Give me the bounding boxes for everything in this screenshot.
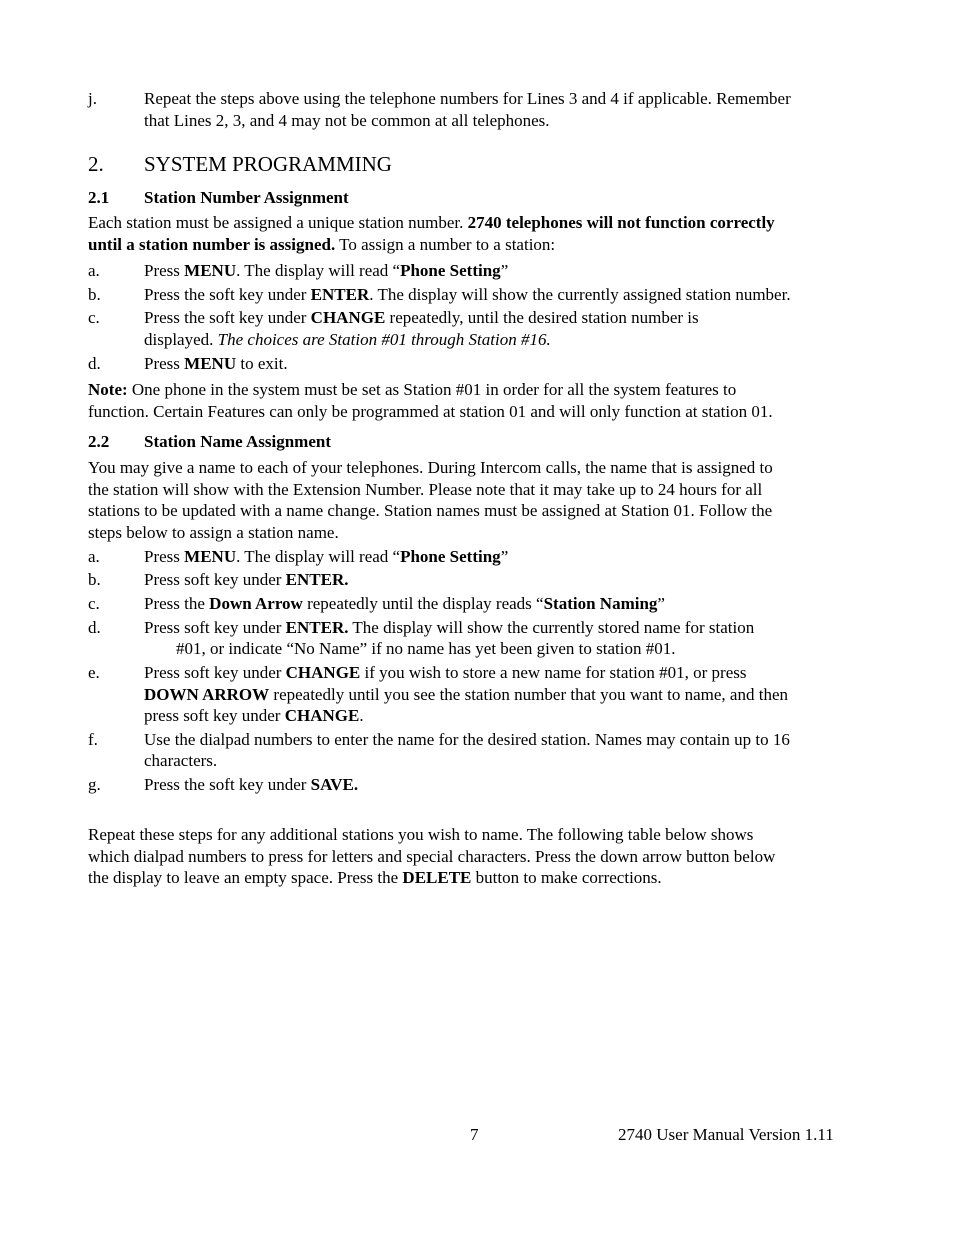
text: ” (657, 594, 665, 613)
bold-text: CHANGE (284, 706, 360, 725)
bold-text: SAVE. (310, 775, 359, 794)
bold-text: DELETE (402, 868, 472, 887)
s22-g-text (144, 774, 358, 796)
bold-text: Down Arrow (209, 594, 303, 613)
s21-note-line2: function. Certain Features can only be programmed at station 01 and will only function at station 01. (88, 402, 773, 421)
subsection-2-2-number: 2.2 (88, 432, 110, 451)
section-title: SYSTEM PROGRAMMING (144, 152, 392, 176)
item-j-line1: Repeat the steps above using the telephone numbers for Lines 3 and 4 if applicable. Remember (144, 89, 791, 108)
text: repeatedly, until the desired station number is (385, 308, 699, 327)
s22-a-label: a. (88, 547, 100, 566)
bold-text: Station Naming (543, 594, 658, 613)
s22-d-label: d. (88, 618, 101, 637)
s22-b-text (144, 569, 348, 591)
s21-intro-line1 (88, 212, 775, 234)
s22-c-label: c. (88, 594, 100, 613)
s21-c-label: c. (88, 308, 100, 327)
text: ” (500, 547, 509, 566)
bold-text: MENU (184, 261, 237, 280)
bold-text: MENU (184, 547, 237, 566)
text: Each station must be assigned a unique station number. (88, 213, 468, 232)
text: displayed. (144, 330, 218, 349)
bold-text: Phone Setting (400, 547, 501, 566)
text: press soft key under (144, 706, 285, 725)
text: To assign a number to a station: (335, 235, 556, 254)
s22-para-line2: the station will show with the Extension Number. Please note that it may take up to 24 hours for all (88, 480, 763, 499)
text: repeatedly until you see the station number that you want to name, and then (269, 685, 788, 704)
s21-note-line1 (88, 379, 736, 401)
text: Press (144, 547, 185, 566)
s22-para-line1: You may give a name to each of your telephones. During Intercom calls, the name that is assigned to (88, 458, 773, 477)
s22-para-line4: steps below to assign a station name. (88, 523, 339, 542)
bold-text: ENTER. (285, 618, 349, 637)
bold-text: CHANGE (285, 663, 361, 682)
text: button to make corrections. (471, 868, 662, 887)
s22-c-text (144, 593, 665, 615)
text: Press (144, 354, 185, 373)
s21-b-text (144, 284, 791, 306)
s21-intro-line2 (88, 234, 555, 256)
s21-a-label: a. (88, 261, 100, 280)
item-j-label: j. (88, 89, 97, 108)
bold-text: until a station number is assigned. (88, 235, 336, 254)
page-number: 7 (470, 1125, 479, 1144)
s21-b-label: b. (88, 285, 101, 304)
s21-c-text-line1 (144, 307, 699, 329)
text: repeatedly until the display reads “ (302, 594, 544, 613)
text: Press soft key under (144, 663, 286, 682)
text: . The display will read “ (236, 547, 401, 566)
s21-c-text-line2 (144, 329, 551, 351)
repeat-para-line1: Repeat these steps for any additional stations you wish to name. The following table below shows (88, 825, 754, 844)
s22-e-label: e. (88, 663, 100, 682)
s22-b-label: b. (88, 570, 101, 589)
manual-version: 2740 User Manual Version 1.11 (618, 1125, 834, 1144)
text: to exit. (236, 354, 288, 373)
text: ” (500, 261, 509, 280)
s21-a-text (144, 260, 508, 282)
s22-a-text (144, 546, 508, 568)
text: Press soft key under (144, 570, 286, 589)
text: if you wish to store a new name for station #01, or press (360, 663, 747, 682)
section-number: 2. (88, 152, 104, 176)
s21-d-label: d. (88, 354, 101, 373)
text: Press soft key under (144, 618, 286, 637)
bold-text: CHANGE (310, 308, 386, 327)
text: the display to leave an empty space. Press the (88, 868, 403, 887)
note-label: Note: (88, 380, 128, 399)
bold-text: ENTER (310, 285, 370, 304)
s22-d-text-line1 (144, 617, 754, 639)
s22-d-text-line2: #01, or indicate “No Name” if no name has yet been given to station #01. (176, 639, 676, 658)
text: Press the soft key under (144, 285, 311, 304)
repeat-para-line2: which dialpad numbers to press for letters and special characters. Press the down arrow button below (88, 847, 776, 866)
bold-text: 2740 telephones will not function correctly (467, 213, 775, 232)
subsection-2-1-number: 2.1 (88, 188, 110, 207)
text: . The display will read “ (236, 261, 401, 280)
subsection-2-2-title: Station Name Assignment (144, 432, 332, 451)
bold-text: ENTER. (285, 570, 349, 589)
s22-g-label: g. (88, 775, 101, 794)
text: Press the soft key under (144, 775, 311, 794)
text: One phone in the system must be set as Station #01 in order for all the system features to (127, 380, 737, 399)
text: . The display will show the currently assigned station number. (369, 285, 791, 304)
text: The display will show the currently stored name for station (348, 618, 755, 637)
item-j-line2: that Lines 2, 3, and 4 may not be common at all telephones. (144, 111, 550, 130)
s22-para-line3: stations to be updated with a name change. Station names must be assigned at Station 01. Follow the (88, 501, 773, 520)
s21-d-text (144, 353, 288, 375)
bold-text: Phone Setting (400, 261, 501, 280)
text: Press the (144, 594, 210, 613)
text: Press the soft key under (144, 308, 311, 327)
s22-e-text-line3 (144, 705, 364, 727)
text: Press (144, 261, 185, 280)
s22-e-text-line2 (144, 684, 788, 706)
s22-f-text-line1: Use the dialpad numbers to enter the name for the desired station. Names may contain up to 16 (144, 730, 790, 749)
s22-f-text-line2: characters. (144, 751, 218, 770)
italic-text: The choices are Station #01 through Station #16. (217, 330, 551, 349)
repeat-para-line3 (88, 867, 662, 889)
bold-text: DOWN ARROW (144, 685, 270, 704)
s22-e-text-line1 (144, 662, 746, 684)
bold-text: MENU (184, 354, 237, 373)
text: . (359, 706, 364, 725)
subsection-2-1-title: Station Number Assignment (144, 188, 349, 207)
s22-f-label: f. (88, 730, 98, 749)
